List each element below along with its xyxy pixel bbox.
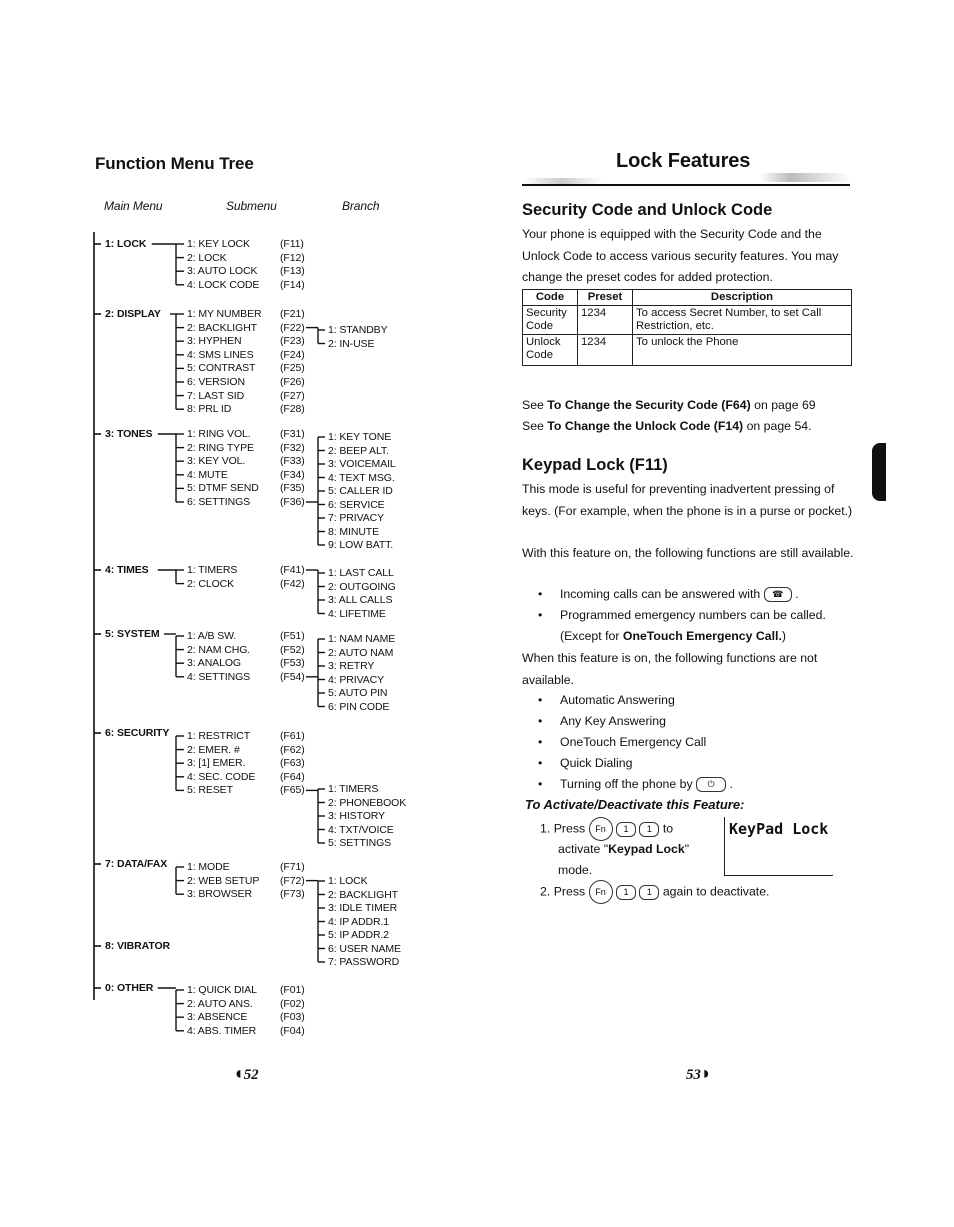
list-item-text: Turning off the phone by	[560, 777, 693, 791]
see-unlock-code	[522, 416, 862, 438]
table-cell: Security Code	[523, 306, 578, 335]
function-code: (F04)	[280, 1024, 305, 1037]
page-number-right-value: 53	[686, 1067, 701, 1083]
branch-item: 3: ALL CALLS	[328, 594, 393, 606]
step-2-number: 2.	[540, 884, 551, 899]
column-header-branch: Branch	[342, 199, 380, 213]
submenu-item: 3: ANALOG	[187, 657, 241, 670]
function-code: (F26)	[280, 376, 305, 388]
function-code: (F54)	[280, 670, 305, 683]
step-1-activate: activate "	[558, 842, 609, 856]
submenu-item: 3: [1] EMER.	[187, 757, 246, 770]
branch-item: 4: TXT/VOICE	[328, 823, 394, 836]
table-row	[523, 306, 852, 335]
submenu-item: 3: AUTO LOCK	[187, 265, 258, 278]
function-code: (F31)	[280, 428, 305, 440]
thumb-tab-marker	[872, 443, 886, 501]
branch-item: 1: LAST CALL	[328, 567, 394, 579]
see1-suffix: on page 69	[750, 398, 816, 412]
submenu-item: 1: MODE	[187, 861, 230, 873]
main-menu-item: 5: SYSTEM	[105, 628, 160, 640]
branch-item: 1: KEY TONE	[328, 431, 392, 443]
keypad-lock-p2: With this feature on, the following functions are still available.	[522, 546, 854, 560]
see1-link-text: To Change the Security Code (F64)	[547, 398, 751, 412]
submenu-item: 5: RESET	[187, 784, 233, 797]
keypad-lock-p1: This mode is useful for preventing inadvertent pressing of keys. (For example, when the phone is in a purse or pocket.)	[522, 482, 853, 518]
step-2-deactivate: again to deactivate.	[662, 884, 770, 899]
submenu-item: 5: DTMF SEND	[187, 482, 259, 495]
submenu-item: 4: SEC. CODE	[187, 770, 256, 783]
branch-item: 5: SETTINGS	[328, 837, 392, 849]
table-header-code: Code	[523, 290, 578, 306]
submenu-item: 6: VERSION	[187, 376, 245, 388]
branch-item: 4: TEXT MSG.	[328, 471, 395, 484]
submenu-item: 2: RING TYPE	[187, 441, 254, 454]
function-code: (F53)	[280, 657, 305, 670]
list-item: • Any Key Answering	[538, 714, 666, 728]
list-item: • Incoming calls can be answered with ☎ .	[538, 587, 799, 601]
function-code: (F61)	[280, 730, 305, 742]
function-code: (F34)	[280, 468, 305, 481]
branch-item: 1: STANDBY	[328, 324, 388, 336]
submenu-item: 2: AUTO ANS.	[187, 997, 253, 1010]
branch-item: 5: AUTO PIN	[328, 687, 388, 699]
bullet-answer-text: Incoming calls can be answered with	[560, 587, 761, 601]
step-1-mode: mode.	[558, 863, 593, 877]
function-code: (F65)	[280, 784, 305, 797]
keypad-lock-p3: When this feature is on, the following functions are not available.	[522, 651, 818, 687]
submenu-item: 2: EMER. #	[187, 743, 240, 756]
submenu-item: 7: LAST SID	[187, 389, 245, 402]
branch-item: 2: OUTGOING	[328, 580, 396, 593]
see1-prefix: See	[522, 398, 548, 412]
main-menu-item: 3: TONES	[105, 428, 153, 440]
lcd-display	[724, 817, 833, 876]
branch-item: 3: IDLE TIMER	[328, 902, 398, 914]
function-code: (F02)	[280, 997, 305, 1010]
branch-item: 5: CALLER ID	[328, 485, 393, 497]
list-item: • Turning off the phone by ⏻ .	[538, 777, 733, 791]
function-code: (F63)	[280, 757, 305, 770]
function-code: (F03)	[280, 1011, 305, 1024]
branch-item: 1: NAM NAME	[328, 633, 396, 645]
table-header-preset: Preset	[578, 290, 633, 306]
column-header-main-menu: Main Menu	[104, 199, 163, 213]
submenu-item: 1: QUICK DIAL	[187, 984, 257, 996]
branch-item: 3: VOICEMAIL	[328, 458, 396, 470]
see2-prefix: See	[522, 419, 548, 433]
heading-keypad-lock: Keypad Lock (F11)	[522, 456, 668, 474]
codes-table	[522, 289, 852, 366]
branch-item: 7: PASSWORD	[328, 956, 400, 968]
table-row	[523, 335, 852, 366]
key-1-icon: 1	[616, 885, 636, 900]
submenu-item: 1: RING VOL.	[187, 428, 251, 440]
table-cell: 1234	[578, 306, 633, 335]
branch-item: 3: RETRY	[328, 660, 375, 672]
page-number-left-value: 52	[243, 1067, 259, 1083]
page-title-lock-features: Lock Features	[616, 150, 751, 172]
step-1-number: 1.	[540, 821, 551, 836]
branch-item: 7: PRIVACY	[328, 512, 384, 524]
submenu-item: 6: SETTINGS	[187, 496, 251, 508]
function-code: (F62)	[280, 743, 305, 756]
submenu-item: 2: NAM CHG.	[187, 643, 251, 656]
key-1-icon: 1	[639, 885, 659, 900]
title-rule	[522, 184, 850, 186]
list-item: • Automatic Answering	[538, 693, 675, 707]
submenu-item: 3: KEY VOL.	[187, 455, 246, 468]
submenu-item: 2: LOCK	[187, 251, 227, 264]
branch-item: 2: PHONEBOOK	[328, 796, 407, 809]
step-1-quote: "	[684, 842, 690, 856]
submenu-item: 8: PRL ID	[187, 403, 232, 416]
bullet-emergency-note	[560, 626, 786, 647]
branch-item: 6: SERVICE	[328, 498, 385, 511]
branch-item: 8: MINUTE	[328, 525, 380, 538]
branch-item: 2: BEEP ALT.	[328, 444, 389, 457]
branch-item: 3: HISTORY	[328, 810, 385, 822]
note-suffix: )	[781, 629, 786, 643]
submenu-item: 2: WEB SETUP	[187, 874, 260, 887]
submenu-item: 4: ABS. TIMER	[187, 1024, 257, 1037]
list-item: • OneTouch Emergency Call	[538, 735, 707, 749]
function-code: (F14)	[280, 278, 305, 291]
step-2	[540, 880, 769, 904]
submenu-item: 1: TIMERS	[187, 564, 238, 576]
function-code: (F12)	[280, 251, 305, 264]
function-code: (F32)	[280, 441, 305, 454]
main-menu-item: 8: VIBRATOR	[105, 940, 171, 952]
submenu-item: 3: HYPHEN	[187, 335, 242, 348]
branch-item: 2: IN-USE	[328, 337, 375, 350]
function-code: (F36)	[280, 496, 305, 508]
submenu-item: 4: LOCK CODE	[187, 278, 260, 291]
branch-item: 4: IP ADDR.1	[328, 915, 390, 928]
function-code: (F35)	[280, 482, 305, 495]
step-1-to: to	[662, 821, 674, 836]
table-cell: Unlock Code	[523, 335, 578, 366]
see2-suffix: on page 54.	[743, 419, 812, 433]
step-2-press: Press	[553, 884, 586, 899]
submenu-item: 4: SETTINGS	[187, 670, 251, 683]
fn-key-icon: Fn	[589, 880, 613, 904]
heading-security-code: Security Code and Unlock Code	[522, 201, 773, 219]
branch-item: 4: LIFETIME	[328, 607, 386, 620]
table-cell: To unlock the Phone	[633, 335, 852, 366]
branch-item: 2: AUTO NAM	[328, 646, 394, 659]
table-cell: To access Secret Number, to set Call Restriction, etc.	[633, 306, 852, 335]
branch-item: 2: BACKLIGHT	[328, 888, 398, 901]
function-code: (F21)	[280, 308, 305, 320]
list-item: • Quick Dialing	[538, 756, 633, 770]
function-code: (F73)	[280, 888, 305, 901]
step-1-press: Press	[553, 821, 586, 836]
list-item-text: OneTouch Emergency Call	[560, 735, 707, 749]
function-code: (F22)	[280, 321, 305, 334]
step-1	[540, 817, 673, 841]
main-menu-item: 4: TIMES	[105, 564, 149, 576]
page-corner-mark-icon: ◗	[700, 1063, 712, 1083]
submenu-item: 2: CLOCK	[187, 577, 235, 590]
branch-item: 6: PIN CODE	[328, 700, 390, 713]
function-code: (F33)	[280, 455, 305, 468]
see2-link-text: To Change the Unlock Code (F14)	[547, 419, 744, 433]
branch-item: 1: LOCK	[328, 875, 368, 887]
function-code: (F42)	[280, 577, 305, 590]
note-prefix: (Except for	[560, 629, 623, 643]
main-menu-item: 6: SECURITY	[105, 727, 170, 739]
function-code: (F27)	[280, 389, 305, 402]
page-number-left	[233, 1063, 259, 1083]
function-code: (F51)	[280, 630, 305, 642]
branch-item: 4: PRIVACY	[328, 673, 384, 686]
send-key-icon: ☎	[764, 587, 792, 602]
submenu-item: 5: CONTRAST	[187, 362, 256, 375]
function-code: (F64)	[280, 770, 305, 783]
function-code: (F52)	[280, 643, 305, 656]
function-code: (F24)	[280, 348, 305, 361]
submenu-item: 1: KEY LOCK	[187, 238, 250, 250]
fn-key-icon: Fn	[589, 817, 613, 841]
submenu-item: 1: A/B SW.	[187, 630, 237, 642]
note-bold: OneTouch Emergency Call.	[622, 629, 782, 643]
security-intro: Your phone is equipped with the Security Code and the Unlock Code to access various security features. You may change the preset codes for added protection.	[522, 227, 839, 284]
submenu-item: 1: RESTRICT	[187, 730, 251, 742]
table-cell: 1234	[578, 335, 633, 366]
submenu-item: 4: SMS LINES	[187, 348, 254, 361]
table-header-description: Description	[633, 290, 852, 306]
list-item: • Programmed emergency numbers can be called.	[538, 608, 826, 622]
key-1-icon: 1	[616, 822, 636, 837]
page-number-right	[686, 1063, 712, 1083]
main-menu-item: 7: DATA/FAX	[105, 858, 168, 870]
function-code: (F25)	[280, 362, 305, 375]
list-item-text: Quick Dialing	[560, 756, 633, 770]
branch-item: 1: TIMERS	[328, 783, 379, 795]
end-power-key-icon: ⏻	[696, 777, 726, 792]
function-code: (F01)	[280, 984, 305, 996]
function-code: (F41)	[280, 564, 305, 576]
step-1-mode-name: Keypad Lock	[608, 842, 685, 856]
function-code: (F23)	[280, 335, 305, 348]
main-menu-item: 0: OTHER	[105, 982, 154, 994]
page-corner-mark-icon: ◖	[233, 1063, 244, 1083]
submenu-item: 2: BACKLIGHT	[187, 321, 257, 334]
header-smudge-right	[760, 173, 850, 182]
lcd-text: KeyPad Lock	[729, 820, 829, 838]
submenu-item: 3: ABSENCE	[187, 1011, 248, 1024]
page-title-function-menu-tree: Function Menu Tree	[95, 154, 254, 173]
bullet-emergency-text: Programmed emergency numbers can be called.	[560, 608, 826, 622]
main-menu-item: 2: DISPLAY	[105, 308, 161, 320]
step-1-line2	[558, 839, 689, 860]
submenu-item: 4: MUTE	[187, 468, 228, 481]
function-code: (F71)	[280, 861, 305, 873]
function-code: (F28)	[280, 403, 305, 416]
see-security-code	[522, 395, 862, 417]
function-code: (F11)	[280, 238, 304, 250]
submenu-item: 1: MY NUMBER	[187, 308, 262, 320]
branch-item: 9: LOW BATT.	[328, 539, 394, 551]
branch-item: 5: IP ADDR.2	[328, 929, 390, 941]
list-item-text: Automatic Answering	[560, 693, 675, 707]
key-1-icon: 1	[639, 822, 659, 837]
function-code: (F13)	[280, 265, 305, 278]
list-item-text: Any Key Answering	[560, 714, 666, 728]
branch-item: 6: USER NAME	[328, 942, 401, 955]
submenu-item: 3: BROWSER	[187, 888, 252, 901]
function-code: (F72)	[280, 874, 305, 887]
procedure-heading: To Activate/Deactivate this Feature:	[525, 797, 745, 812]
column-header-submenu: Submenu	[226, 199, 277, 213]
main-menu-item: 1: LOCK	[105, 238, 147, 250]
